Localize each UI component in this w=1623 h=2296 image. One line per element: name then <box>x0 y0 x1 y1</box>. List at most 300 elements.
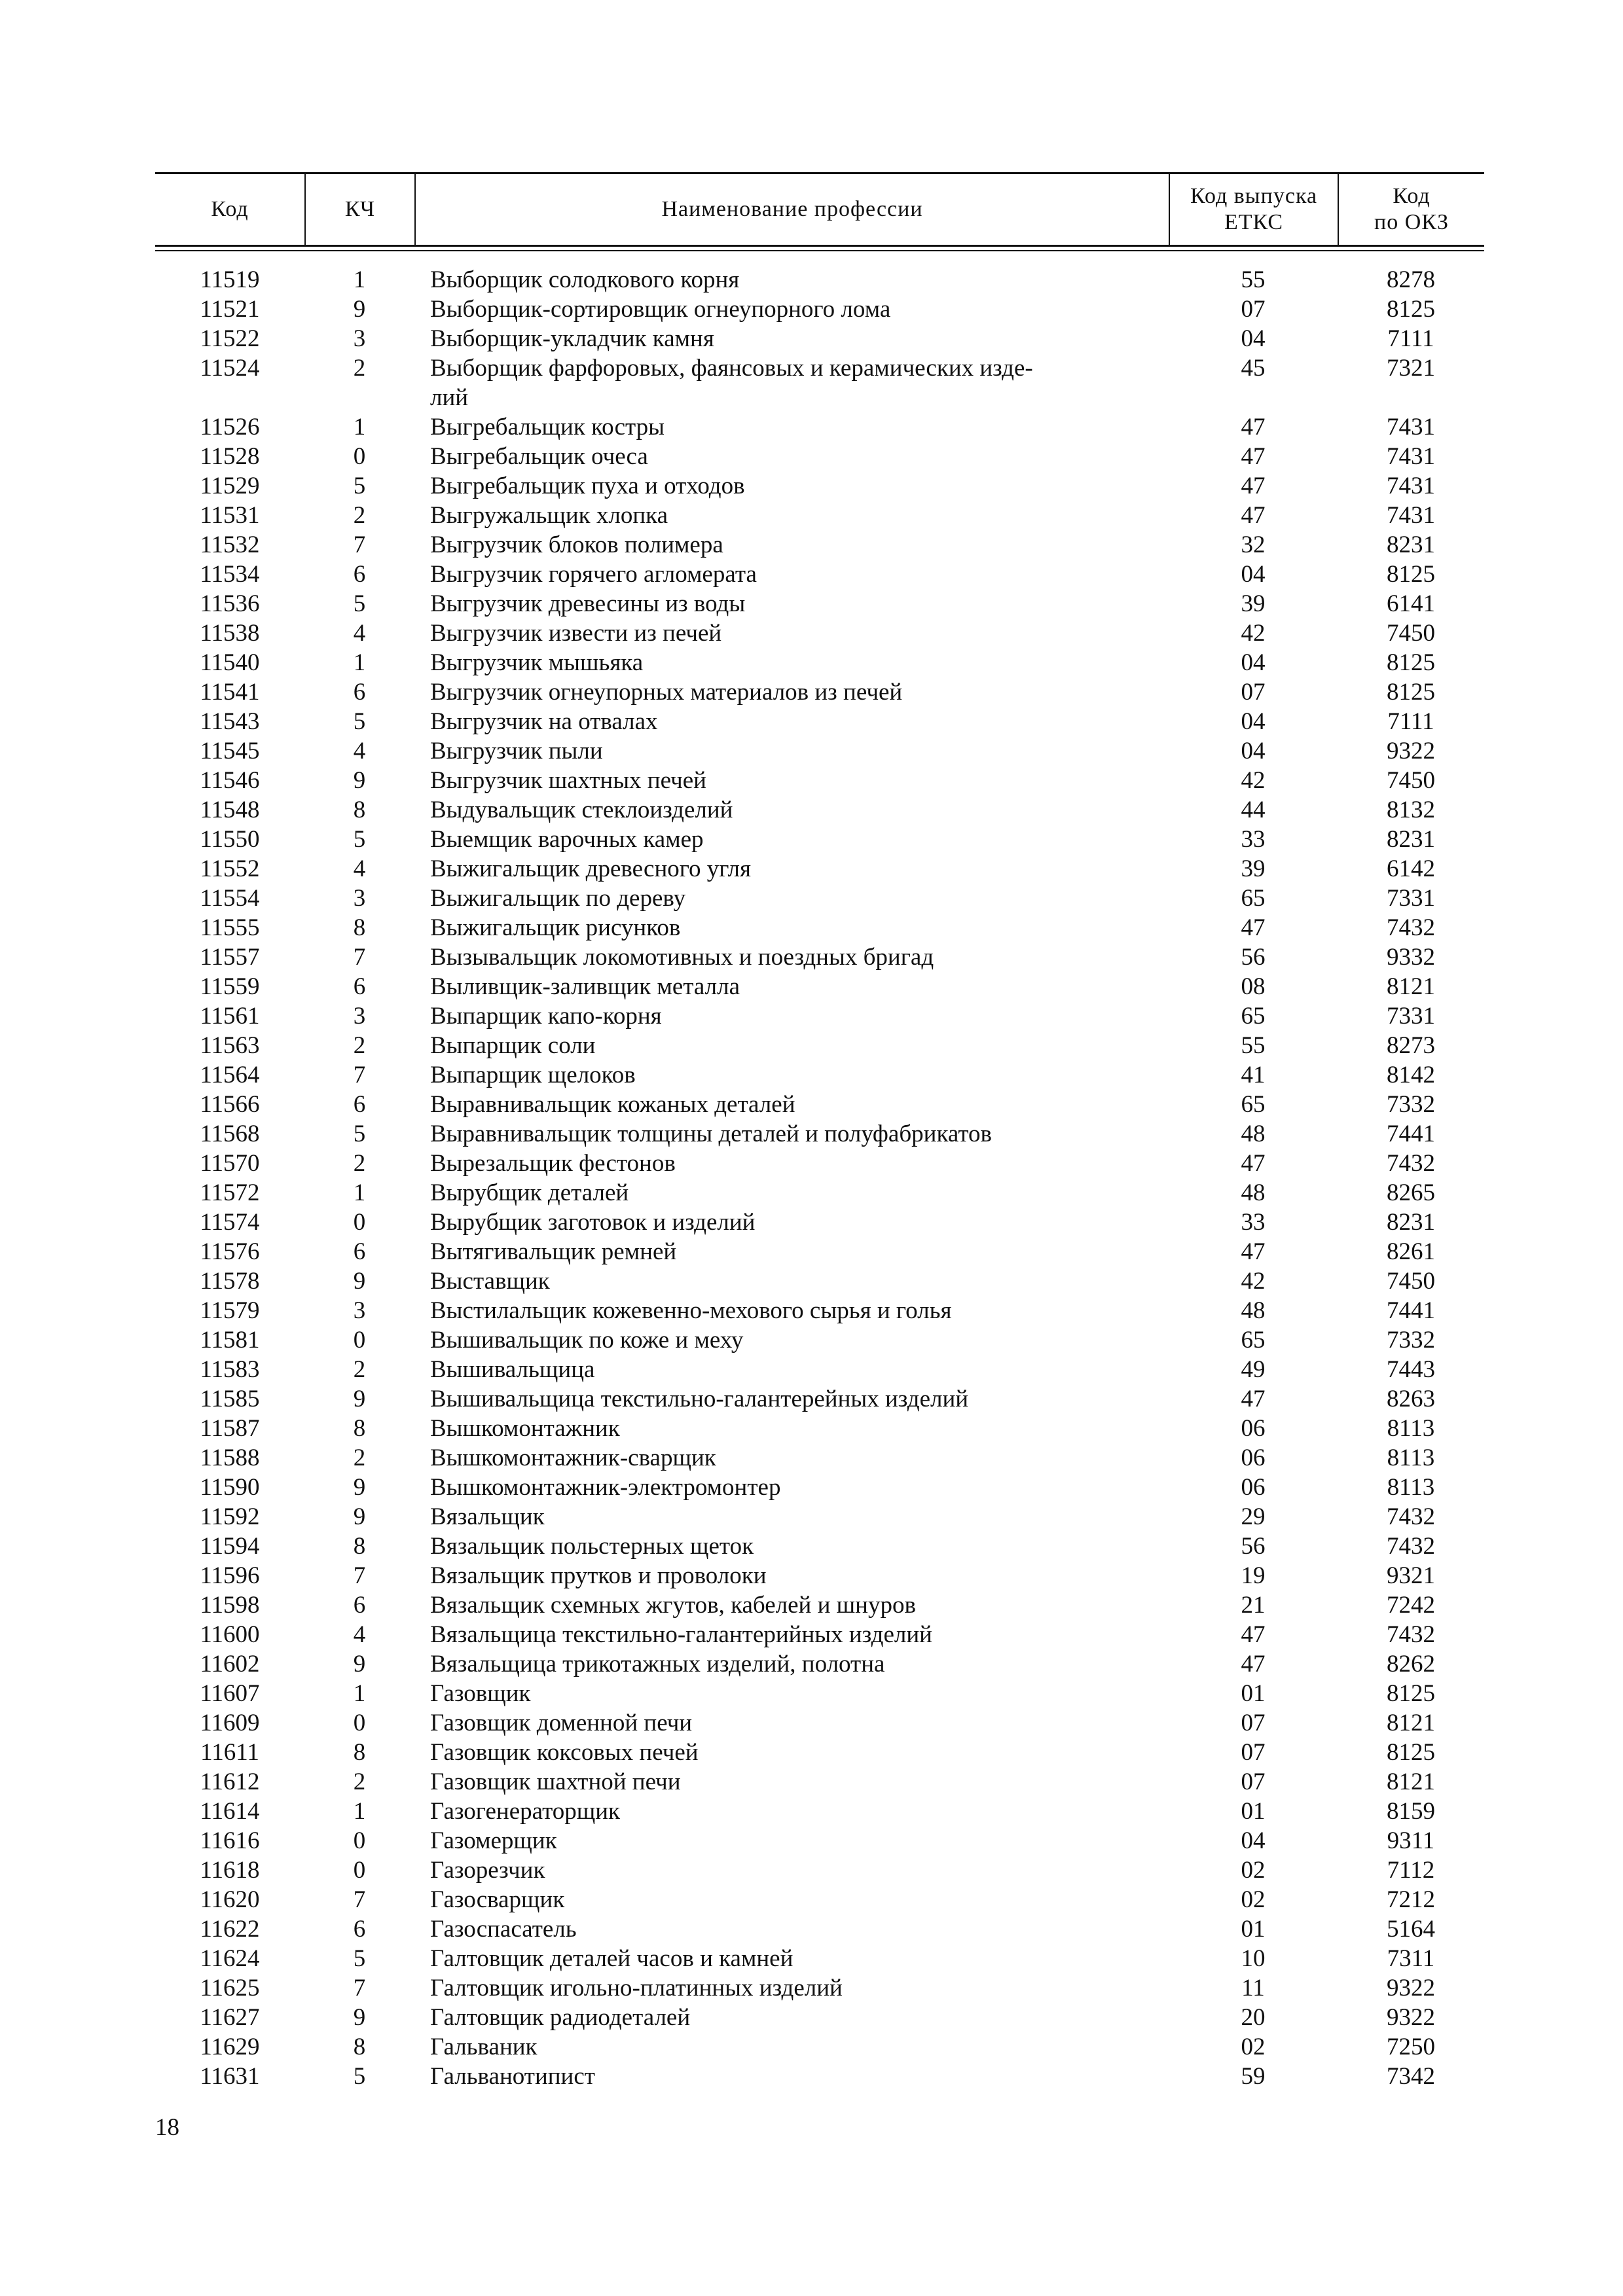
profession-code: 11598 <box>200 1592 260 1619</box>
etks-issue-code: 01 <box>1241 1798 1266 1825</box>
control-digit: 0 <box>353 1209 366 1236</box>
table-row <box>155 884 1484 913</box>
profession-name <box>430 825 1281 854</box>
okz-code: 7250 <box>1387 2034 1435 2060</box>
profession-code: 11624 <box>200 1945 260 1972</box>
control-digit: 0 <box>353 1857 366 1884</box>
control-digit: 2 <box>353 1150 366 1177</box>
profession-code: 11594 <box>200 1533 260 1560</box>
profession-name <box>430 1443 1281 1473</box>
control-digit: 3 <box>353 885 366 912</box>
okz-code: 7112 <box>1387 1857 1435 1884</box>
profession-code: 11519 <box>200 266 260 293</box>
okz-code: 7331 <box>1387 885 1435 912</box>
profession-name <box>430 942 1281 972</box>
profession-code: 11552 <box>200 855 260 882</box>
profession-code: 11536 <box>200 590 260 617</box>
profession-name-line: Выборщик-сортировщик огнеупорного лома <box>430 296 891 323</box>
etks-issue-code: 21 <box>1241 1592 1266 1619</box>
profession-name <box>430 1973 1281 2003</box>
okz-code: 7242 <box>1387 1592 1435 1619</box>
etks-issue-code: 01 <box>1241 1916 1266 1943</box>
profession-name-line: Газоспасатель <box>430 1916 577 1943</box>
okz-code: 8125 <box>1387 1680 1435 1707</box>
control-digit: 6 <box>353 1238 366 1265</box>
etks-issue-code: 59 <box>1241 2063 1266 2090</box>
profession-name-line: лий <box>430 384 469 411</box>
table-row <box>155 1590 1484 1620</box>
etks-issue-code: 65 <box>1241 1327 1266 1354</box>
profession-name-line: Выборщик фарфоровых, фаянсовых и керамических изде- <box>430 355 1033 382</box>
profession-name <box>430 913 1281 942</box>
okz-code: 5164 <box>1387 1916 1435 1943</box>
table-row <box>155 1973 1484 2003</box>
profession-name <box>430 353 1281 412</box>
okz-code: 8113 <box>1387 1444 1435 1471</box>
profession-name-line: Выгрузчик пыли <box>430 738 603 764</box>
etks-issue-code: 41 <box>1241 1062 1266 1088</box>
etks-issue-code: 02 <box>1241 1857 1266 1884</box>
profession-name <box>430 1031 1281 1060</box>
profession-code: 11529 <box>200 473 260 499</box>
table-row <box>155 1443 1484 1473</box>
profession-code: 11627 <box>200 2004 260 2031</box>
etks-issue-code: 04 <box>1241 649 1266 676</box>
control-digit: 0 <box>353 1827 366 1854</box>
profession-name-line: Галтовщик радиодеталей <box>430 2004 691 2031</box>
profession-code: 11559 <box>200 973 260 1000</box>
profession-code: 11538 <box>200 620 260 647</box>
profession-name-line: Гальваник <box>430 2034 538 2060</box>
table-row <box>155 795 1484 825</box>
okz-code: 8121 <box>1387 973 1435 1000</box>
profession-name-line: Выпарщик капо-корня <box>430 1003 662 1030</box>
control-digit: 8 <box>353 914 366 941</box>
control-digit: 8 <box>353 797 366 823</box>
profession-name <box>430 1119 1281 1149</box>
table-row <box>155 265 1484 295</box>
profession-name <box>430 265 1281 295</box>
profession-code: 11574 <box>200 1209 260 1236</box>
profession-name-line: Выборщик солодкового корня <box>430 266 740 293</box>
okz-code: 7443 <box>1387 1356 1435 1383</box>
profession-code: 11609 <box>200 1710 260 1736</box>
control-digit: 6 <box>353 561 366 588</box>
profession-name-line: Вырезальщик фестонов <box>430 1150 676 1177</box>
okz-code: 7331 <box>1387 1003 1435 1030</box>
profession-name <box>430 795 1281 825</box>
table-row <box>155 324 1484 353</box>
table-row <box>155 1325 1484 1355</box>
profession-name-line: Выборщик-укладчик камня <box>430 325 714 352</box>
profession-name <box>430 736 1281 766</box>
control-digit: 4 <box>353 1621 366 1648</box>
profession-code: 11620 <box>200 1886 260 1913</box>
okz-code: 7432 <box>1387 1503 1435 1530</box>
etks-issue-code: 07 <box>1241 679 1266 706</box>
table-row <box>155 589 1484 619</box>
okz-code: 7332 <box>1387 1327 1435 1354</box>
control-digit: 2 <box>353 1444 366 1471</box>
okz-code: 8125 <box>1387 296 1435 323</box>
profession-code: 11625 <box>200 1975 260 2001</box>
profession-name <box>430 1767 1281 1797</box>
profession-name-line: Вышивальщица <box>430 1356 595 1383</box>
control-digit: 5 <box>353 708 366 735</box>
profession-name-line: Газосварщик <box>430 1886 565 1913</box>
okz-code: 7441 <box>1387 1121 1435 1147</box>
profession-name-line: Вязальщица трикотажных изделий, полотна <box>430 1651 885 1677</box>
profession-name-line: Выгрузчик огнеупорных материалов из печей <box>430 679 903 706</box>
profession-code: 11540 <box>200 649 260 676</box>
profession-code: 11592 <box>200 1503 260 1530</box>
etks-issue-code: 49 <box>1241 1356 1266 1383</box>
profession-code: 11521 <box>200 296 260 323</box>
okz-code: 8113 <box>1387 1474 1435 1501</box>
table-row <box>155 530 1484 560</box>
etks-issue-code: 07 <box>1241 1710 1266 1736</box>
table-row <box>155 619 1484 648</box>
etks-issue-code: 47 <box>1241 1386 1266 1412</box>
profession-code: 11576 <box>200 1238 260 1265</box>
table-row <box>155 1649 1484 1679</box>
control-digit: 9 <box>353 1268 366 1295</box>
table-row <box>155 1414 1484 1443</box>
header-kch: КЧ <box>304 174 414 245</box>
profession-name-line: Выгребальщик пуха и отходов <box>430 473 745 499</box>
etks-issue-code: 08 <box>1241 973 1266 1000</box>
table-row <box>155 1708 1484 1738</box>
table-row <box>155 1266 1484 1296</box>
etks-issue-code: 01 <box>1241 1680 1266 1707</box>
control-digit: 1 <box>353 414 366 440</box>
profession-name-line: Вышивальщица текстильно-галантерейных изделий <box>430 1386 969 1412</box>
etks-issue-code: 32 <box>1241 531 1266 558</box>
control-digit: 6 <box>353 1091 366 1118</box>
table-row <box>155 1208 1484 1237</box>
etks-issue-code: 04 <box>1241 738 1266 764</box>
control-digit: 3 <box>353 1297 366 1324</box>
table-row <box>155 2003 1484 2032</box>
table-row <box>155 1856 1484 1885</box>
profession-name-line: Галтовщик игольно-платинных изделий <box>430 1975 843 2001</box>
control-digit: 4 <box>353 855 366 882</box>
okz-code: 8278 <box>1387 266 1435 293</box>
profession-name-line: Выжигальщик рисунков <box>430 914 681 941</box>
header-okz-code: Код по ОКЗ <box>1338 174 1484 245</box>
etks-issue-code: 48 <box>1241 1297 1266 1324</box>
control-digit: 7 <box>353 1562 366 1589</box>
control-digit: 7 <box>353 1975 366 2001</box>
okz-code: 8113 <box>1387 1415 1435 1442</box>
profession-name <box>430 1649 1281 1679</box>
control-digit: 6 <box>353 679 366 706</box>
profession-code: 11541 <box>200 679 260 706</box>
profession-name <box>430 1561 1281 1590</box>
profession-name-line: Вязальщик схемных жгутов, кабелей и шнуров <box>430 1592 916 1619</box>
table-row <box>155 1355 1484 1384</box>
profession-name <box>430 1944 1281 1973</box>
profession-code: 11564 <box>200 1062 260 1088</box>
table-row <box>155 501 1484 530</box>
table-row <box>155 736 1484 766</box>
table-row <box>155 1797 1484 1826</box>
profession-name <box>430 972 1281 1001</box>
control-digit: 8 <box>353 1415 366 1442</box>
header-profession-name: Наименование профессии <box>414 174 1169 245</box>
profession-name <box>430 471 1281 501</box>
profession-code: 11629 <box>200 2034 260 2060</box>
okz-code: 9321 <box>1387 1562 1435 1589</box>
okz-code: 7431 <box>1387 414 1435 440</box>
profession-code: 11614 <box>200 1798 260 1825</box>
etks-issue-code: 56 <box>1241 1533 1266 1560</box>
profession-name <box>430 2003 1281 2032</box>
profession-code: 11526 <box>200 414 260 440</box>
profession-code: 11534 <box>200 561 260 588</box>
etks-issue-code: 65 <box>1241 885 1266 912</box>
control-digit: 6 <box>353 973 366 1000</box>
okz-code: 9322 <box>1387 1975 1435 2001</box>
control-digit: 0 <box>353 443 366 470</box>
table-row <box>155 648 1484 677</box>
profession-name-line: Вырубщик заготовок и изделий <box>430 1209 756 1236</box>
control-digit: 6 <box>353 1592 366 1619</box>
etks-issue-code: 47 <box>1241 1621 1266 1648</box>
table-row <box>155 825 1484 854</box>
profession-code: 11590 <box>200 1474 260 1501</box>
profession-name <box>430 1856 1281 1885</box>
etks-issue-code: 02 <box>1241 2034 1266 2060</box>
profession-name <box>430 530 1281 560</box>
table-row <box>155 1561 1484 1590</box>
table-row <box>155 1296 1484 1325</box>
profession-name <box>430 1237 1281 1266</box>
profession-name <box>430 1355 1281 1384</box>
profession-name <box>430 1914 1281 1944</box>
profession-name <box>430 295 1281 324</box>
profession-code: 11568 <box>200 1121 260 1147</box>
control-digit: 8 <box>353 1739 366 1766</box>
okz-code: 7332 <box>1387 1091 1435 1118</box>
okz-code: 9311 <box>1387 1827 1435 1854</box>
okz-code: 9322 <box>1387 2004 1435 2031</box>
profession-name <box>430 1090 1281 1119</box>
control-digit: 9 <box>353 1386 366 1412</box>
table-row <box>155 1090 1484 1119</box>
etks-issue-code: 39 <box>1241 590 1266 617</box>
etks-issue-code: 47 <box>1241 914 1266 941</box>
profession-name-line: Выравнивальщик толщины деталей и полуфабрикатов <box>430 1121 992 1147</box>
profession-name-line: Выгрузчик древесины из воды <box>430 590 746 617</box>
okz-code: 7450 <box>1387 1268 1435 1295</box>
profession-name-line: Выгребальщик очеса <box>430 443 648 470</box>
profession-name-line: Выгрузчик шахтных печей <box>430 767 706 794</box>
control-digit: 1 <box>353 649 366 676</box>
table-row <box>155 1532 1484 1561</box>
profession-name <box>430 1679 1281 1708</box>
profession-code: 11587 <box>200 1415 260 1442</box>
okz-code: 8125 <box>1387 561 1435 588</box>
profession-name-line: Газовщик <box>430 1680 531 1707</box>
profession-code: 11566 <box>200 1091 260 1118</box>
profession-code: 11616 <box>200 1827 260 1854</box>
header-code: Код <box>211 197 249 221</box>
profession-code: 11631 <box>200 2063 260 2090</box>
profession-name <box>430 1325 1281 1355</box>
okz-code: 8121 <box>1387 1710 1435 1736</box>
etks-issue-code: 45 <box>1241 355 1266 382</box>
profession-name <box>430 1620 1281 1649</box>
table-row <box>155 1502 1484 1532</box>
control-digit: 5 <box>353 590 366 617</box>
etks-issue-code: 04 <box>1241 325 1266 352</box>
control-digit: 7 <box>353 1886 366 1913</box>
profession-code: 11572 <box>200 1179 260 1206</box>
profession-name-line: Газорезчик <box>430 1857 545 1884</box>
profession-name-line: Вытягивальщик ремней <box>430 1238 677 1265</box>
etks-issue-code: 11 <box>1241 1975 1265 2001</box>
table-row <box>155 766 1484 795</box>
control-digit: 3 <box>353 325 366 352</box>
profession-name <box>430 1001 1281 1031</box>
profession-name-line: Выгрузчик извести из печей <box>430 620 722 647</box>
profession-name-line: Выгрузчик на отвалах <box>430 708 658 735</box>
profession-name-line: Газовщик доменной печи <box>430 1710 693 1736</box>
okz-code: 8132 <box>1387 797 1435 823</box>
profession-code: 11579 <box>200 1297 260 1324</box>
etks-issue-code: 55 <box>1241 1032 1266 1059</box>
profession-name-line: Выставщик <box>430 1268 550 1295</box>
table-row <box>155 1826 1484 1856</box>
table-row <box>155 353 1484 412</box>
control-digit: 1 <box>353 1798 366 1825</box>
table-row <box>155 1384 1484 1414</box>
table-row <box>155 1767 1484 1797</box>
okz-code: 7342 <box>1387 2063 1435 2090</box>
profession-code: 11600 <box>200 1621 260 1648</box>
profession-name-line: Выемщик варочных камер <box>430 826 704 853</box>
etks-issue-code: 42 <box>1241 767 1266 794</box>
profession-name <box>430 884 1281 913</box>
control-digit: 9 <box>353 767 366 794</box>
profession-name <box>430 1384 1281 1414</box>
etks-issue-code: 47 <box>1241 1238 1266 1265</box>
table-row <box>155 295 1484 324</box>
control-digit: 9 <box>353 1651 366 1677</box>
control-digit: 8 <box>353 1533 366 1560</box>
profession-code: 11622 <box>200 1916 260 1943</box>
control-digit: 5 <box>353 2063 366 2090</box>
profession-code: 11581 <box>200 1327 260 1354</box>
profession-name-line: Вязальщица текстильно-галантерийных изделий <box>430 1621 932 1648</box>
profession-name-line: Выгрузчик горячего агломерата <box>430 561 757 588</box>
control-digit: 2 <box>353 355 366 382</box>
control-digit: 7 <box>353 531 366 558</box>
etks-issue-code: 47 <box>1241 502 1266 529</box>
okz-code: 7450 <box>1387 767 1435 794</box>
etks-issue-code: 48 <box>1241 1179 1266 1206</box>
profession-name <box>430 1532 1281 1561</box>
profession-name-line: Газовщик коксовых печей <box>430 1739 699 1766</box>
control-digit: 8 <box>353 2034 366 2060</box>
profession-name <box>430 1414 1281 1443</box>
control-digit: 9 <box>353 1474 366 1501</box>
table-row <box>155 412 1484 442</box>
profession-name-line: Выгружальщик хлопка <box>430 502 668 529</box>
profession-code: 11612 <box>200 1768 260 1795</box>
etks-issue-code: 56 <box>1241 944 1266 971</box>
etks-issue-code: 06 <box>1241 1444 1266 1471</box>
profession-code: 11543 <box>200 708 260 735</box>
table-row <box>155 1914 1484 1944</box>
table-row <box>155 942 1484 972</box>
okz-code: 7432 <box>1387 1533 1435 1560</box>
profession-code: 11528 <box>200 443 260 470</box>
etks-issue-code: 07 <box>1241 1768 1266 1795</box>
okz-code: 8231 <box>1387 531 1435 558</box>
control-digit: 1 <box>353 266 366 293</box>
okz-code: 8125 <box>1387 679 1435 706</box>
table-row <box>155 1119 1484 1149</box>
control-digit: 1 <box>353 1179 366 1206</box>
okz-code: 8231 <box>1387 826 1435 853</box>
profession-code: 11607 <box>200 1680 260 1707</box>
etks-issue-code: 04 <box>1241 561 1266 588</box>
profession-name-line: Вязальщик прутков и проволоки <box>430 1562 767 1589</box>
okz-code: 9332 <box>1387 944 1435 971</box>
profession-name-line: Выгребальщик костры <box>430 414 665 440</box>
profession-name <box>430 501 1281 530</box>
etks-issue-code: 39 <box>1241 855 1266 882</box>
okz-code: 8121 <box>1387 1768 1435 1795</box>
table-row <box>155 913 1484 942</box>
profession-name <box>430 1590 1281 1620</box>
profession-name <box>430 589 1281 619</box>
profession-code: 11524 <box>200 355 260 382</box>
profession-name <box>430 1826 1281 1856</box>
okz-code: 8142 <box>1387 1062 1435 1088</box>
profession-name-line: Вышкомонтажник <box>430 1415 620 1442</box>
profession-name-line: Галтовщик деталей часов и камней <box>430 1945 793 1972</box>
okz-code: 7111 <box>1387 325 1434 352</box>
control-digit: 2 <box>353 502 366 529</box>
control-digit: 5 <box>353 1945 366 1972</box>
okz-code: 8261 <box>1387 1238 1435 1265</box>
profession-name-line: Выдувальщик стеклоизделий <box>430 797 733 823</box>
profession-name <box>430 1885 1281 1914</box>
table-row <box>155 1060 1484 1090</box>
header-etks-code: Код выпуска ЕТКС <box>1169 174 1338 245</box>
okz-code: 8159 <box>1387 1798 1435 1825</box>
table-row <box>155 1473 1484 1502</box>
profession-name-line: Газомерщик <box>430 1827 557 1854</box>
okz-code: 9322 <box>1387 738 1435 764</box>
profession-code: 11522 <box>200 325 260 352</box>
control-digit: 2 <box>353 1032 366 1059</box>
profession-code: 11585 <box>200 1386 260 1412</box>
profession-name-line: Газогенераторщик <box>430 1798 621 1825</box>
etks-issue-code: 44 <box>1241 797 1266 823</box>
profession-code: 11583 <box>200 1356 260 1383</box>
etks-issue-code: 47 <box>1241 1651 1266 1677</box>
table-body <box>155 265 1484 2091</box>
control-digit: 7 <box>353 1062 366 1088</box>
profession-name <box>430 1502 1281 1532</box>
etks-issue-code: 04 <box>1241 708 1266 735</box>
table-row <box>155 1031 1484 1060</box>
profession-code: 11570 <box>200 1150 260 1177</box>
